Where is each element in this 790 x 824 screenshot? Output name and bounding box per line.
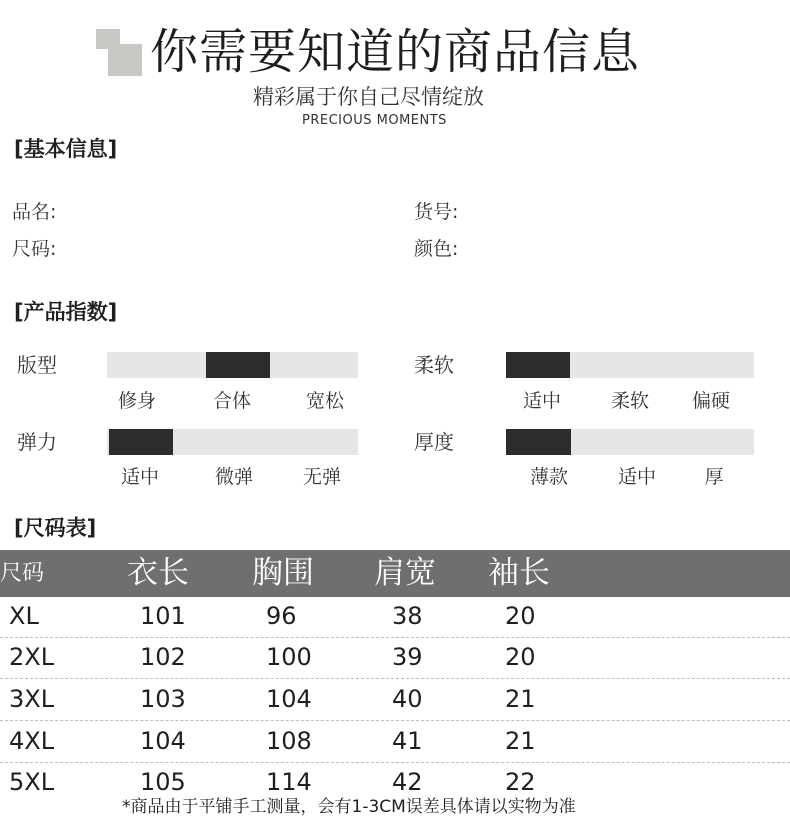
table-cell-length: 103 (140, 685, 186, 713)
table-row-divider (0, 762, 790, 763)
index-thickness-option-3: 厚 (704, 466, 724, 488)
size-chart-header-length: 衣长 (127, 555, 189, 591)
size-chart-header-sleeve: 袖长 (488, 555, 550, 591)
index-elasticity-label: 弹力 (17, 430, 57, 454)
table-row-divider (0, 678, 790, 679)
index-softness-option-1: 适中 (522, 390, 562, 412)
table-cell-size: 2XL (9, 643, 55, 671)
basic-info-heading: [基本信息] (14, 137, 118, 161)
page-subtitle: 精彩属于你自己尽情绽放 (253, 85, 484, 109)
table-cell-size: XL (9, 602, 39, 630)
index-softness-bar-fill (506, 352, 570, 378)
index-fit-option-1: 修身 (117, 390, 157, 412)
index-softness-option-3: 偏硬 (691, 390, 731, 412)
table-cell-shoulder: 38 (392, 602, 423, 630)
table-cell-shoulder: 41 (392, 727, 423, 755)
index-thickness-bar-fill (506, 429, 571, 455)
table-cell-sleeve: 21 (505, 685, 536, 713)
logo-square-front (108, 44, 142, 76)
size-chart-header-chest: 胸围 (252, 555, 314, 591)
color-label: 颜色: (414, 238, 459, 260)
index-thickness-option-1: 薄款 (529, 466, 569, 488)
index-elasticity-bar-fill (109, 429, 173, 455)
index-fit-bar-fill (206, 352, 270, 378)
index-fit-option-3: 宽松 (305, 390, 345, 412)
table-cell-length: 101 (140, 602, 186, 630)
table-cell-chest: 114 (266, 768, 312, 796)
size-chart-header-row (0, 550, 790, 597)
table-cell-size: 5XL (9, 768, 55, 796)
page-subtitle-en: PRECIOUS MOMENTS (302, 113, 447, 128)
table-cell-chest: 96 (266, 602, 297, 630)
product-name-label: 品名: (12, 201, 57, 223)
index-fit-option-2: 合体 (212, 390, 252, 412)
table-cell-sleeve: 20 (505, 643, 536, 671)
table-cell-shoulder: 39 (392, 643, 423, 671)
table-cell-chest: 100 (266, 643, 312, 671)
index-softness-option-2: 柔软 (610, 390, 650, 412)
table-cell-length: 105 (140, 768, 186, 796)
item-number-label: 货号: (414, 201, 459, 223)
index-elasticity-option-1: 适中 (120, 466, 160, 488)
index-softness-label: 柔软 (414, 353, 454, 377)
index-fit-label: 版型 (17, 353, 57, 377)
table-row-divider (0, 637, 790, 638)
index-elasticity-bar (107, 429, 358, 455)
size-chart-header-size: 尺码 (0, 561, 45, 586)
index-thickness-label: 厚度 (414, 430, 454, 454)
table-cell-chest: 104 (266, 685, 312, 713)
index-softness-bar (506, 352, 754, 378)
table-cell-shoulder: 40 (392, 685, 423, 713)
table-cell-sleeve: 21 (505, 727, 536, 755)
size-label: 尺码: (12, 238, 57, 260)
table-cell-sleeve: 22 (505, 768, 536, 796)
table-cell-length: 102 (140, 643, 186, 671)
table-cell-shoulder: 42 (392, 768, 423, 796)
index-thickness-option-2: 适中 (617, 466, 657, 488)
table-row-divider (0, 720, 790, 721)
size-chart-header-shoulder: 肩宽 (374, 555, 436, 591)
size-chart-heading: [尺码表] (14, 516, 97, 540)
table-cell-sleeve: 20 (505, 602, 536, 630)
page-title: 你需要知道的商品信息 (150, 24, 641, 80)
table-cell-size: 3XL (9, 685, 55, 713)
size-chart-note: *商品由于平铺手工测量，会有1-3CM误差具体请以实物为准 (122, 797, 576, 817)
index-fit-bar (107, 352, 358, 378)
table-cell-size: 4XL (9, 727, 55, 755)
index-elasticity-option-3: 无弹 (302, 466, 342, 488)
index-elasticity-option-2: 微弹 (214, 466, 254, 488)
table-cell-chest: 108 (266, 727, 312, 755)
table-cell-length: 104 (140, 727, 186, 755)
index-thickness-bar (506, 429, 754, 455)
product-index-heading: [产品指数] (14, 300, 118, 324)
